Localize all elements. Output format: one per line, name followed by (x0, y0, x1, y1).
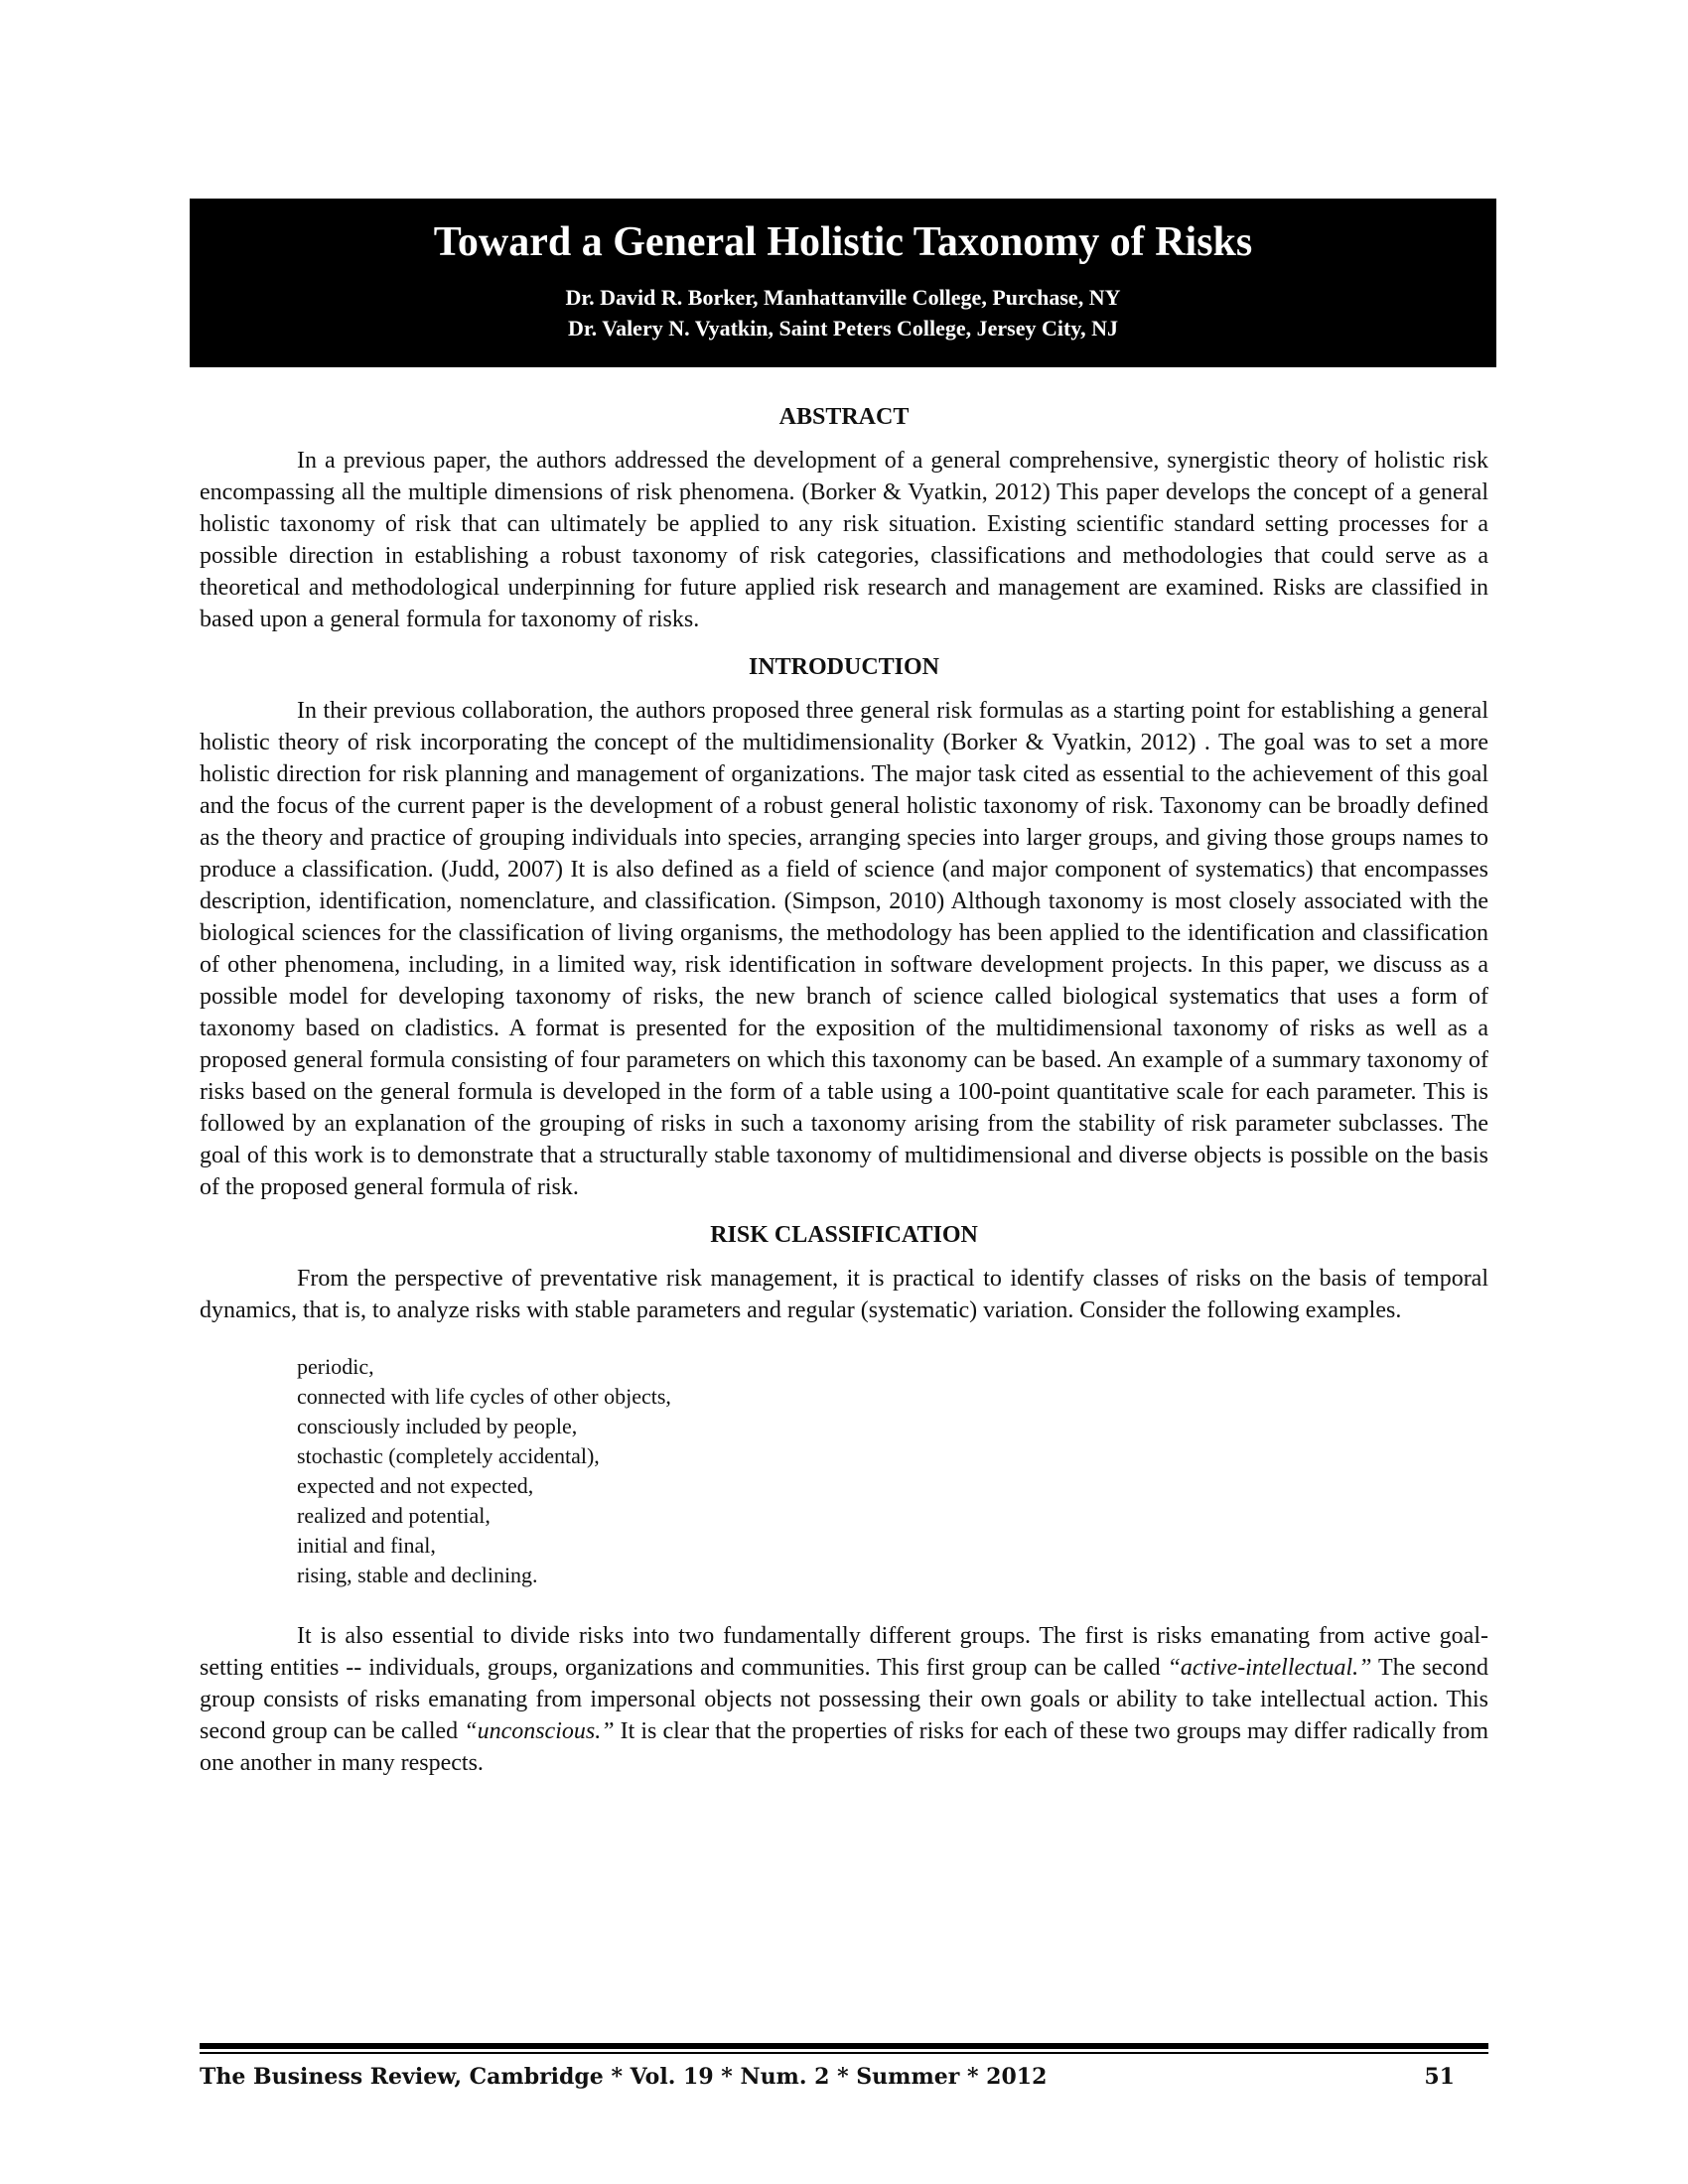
journal-citation: The Business Review, Cambridge * Vol. 19 * Num. 2 * Summer * 2012 (200, 2064, 1048, 2090)
term-active-intellectual: “active-intellectual.” (1167, 1655, 1372, 1681)
list-item: rising, stable and declining. (297, 1563, 538, 1587)
list-item: consciously included by people, (297, 1414, 578, 1438)
introduction-paragraph: In their previous collaboration, the authors proposed three general risk formulas as a starting point for establishing a general holistic theory of risk incorporating the concept of the multidimensionality (Borker & Vyatkin, 2012) . The goal was to set a more holistic direction for risk planning and management of organizations. The major task cited as essential to the achievement of this goal and the focus of the current paper is the development of a robust general holistic taxonomy of risk. Taxonomy can be broadly defined as the theory and practice of grouping individuals into species, arranging species into larger groups, and giving those groups names to produce a classification. (Judd, 2007) It is also defined as a field of science (and major component of systematics) that encompasses description, identification, nomenclature, and classification. (Simpson, 2010) Although taxonomy is most closely associated with the biological sciences for the classification of living organisms, the methodology has been applied to the identification and classification of other phenomena, including, in a limited way, risk identification in software development projects. In this paper, we discuss as a possible model for developing taxonomy of risks, the new branch of science called biological systematics that uses a form of taxonomy based on cladistics. A format is presented for the exposition of the multidimensional taxonomy of risks as well as a proposed general formula consisting of four parameters on which this taxonomy can be based. An example of a summary taxonomy of risks based on the general formula is developed in the form of a table using a 100-point quantitative scale for each parameter. This is followed by an explanation of the grouping of risks in such a taxonomy arising from the stability of risk parameter subclasses. The goal of this work is to demonstrate that a structurally stable taxonomy of multidimensional and diverse objects is possible on the basis of the proposed general formula of risk. (200, 698, 1488, 1200)
risk-classification-heading: RISK CLASSIFICATION (710, 1222, 978, 1248)
author-line: Dr. David R. Borker, Manhattanville College, Purchase, NY (565, 285, 1121, 310)
risk-groups-paragraph (200, 1620, 1488, 1779)
abstract-heading: ABSTRACT (778, 404, 910, 430)
paper-body (200, 401, 1488, 1779)
author-line: Dr. Valery N. Vyatkin, Saint Peters College, Jersey City, NJ (567, 316, 1119, 341)
term-unconscious: “unconscious.” (464, 1718, 615, 1744)
text-run: The second group consists of risks emanating from impersonal objects not possessing their own goals or ability to take intellectual action. This second group can be called (200, 1655, 1488, 1744)
paper-title: Toward a General Holistic Taxonomy of Risks (433, 219, 1253, 265)
list-item: stochastic (completely accidental), (297, 1443, 600, 1468)
list-item: realized and potential, (297, 1503, 491, 1528)
page-number: 51 (1424, 2064, 1455, 2090)
page-footer (200, 2059, 1488, 2095)
title-block (190, 199, 1496, 367)
abstract-paragraph: In a previous paper, the authors addressed the development of a general comprehensive, synergistic theory of holistic risk encompassing all the multiple dimensions of risk phenomena. (Borker & Vyatkin, 2012) This paper develops the concept of a general holistic taxonomy of risk that can ultimately be applied to any risk situation. Existing scientific standard setting processes for a possible direction in establishing a robust taxonomy of risk categories, classifications and methodologies that could serve as a theoretical and methodological underpinning for future applied risk research and management are examined. Risks are classified in based upon a general formula for taxonomy of risks. (200, 448, 1488, 632)
list-item: connected with life cycles of other objects, (297, 1384, 671, 1409)
list-item: initial and final, (297, 1533, 436, 1558)
author-list (190, 282, 1496, 343)
list-item: expected and not expected, (297, 1473, 534, 1498)
text-run: It is also essential to divide risks into two fundamentally different groups. The first is risks emanating from active goal-setting entities -- individuals, groups, organizations and communities. This first group can be called (200, 1623, 1488, 1681)
risk-examples-list (200, 1352, 1488, 1590)
footer-rule (200, 2052, 1488, 2054)
introduction-heading: INTRODUCTION (748, 654, 940, 680)
footer-rule (200, 2043, 1488, 2049)
text-run: It is clear that the properties of risks for each of these two groups may differ radically from one another in many respects. (200, 1718, 1488, 1776)
risk-classification-paragraph: From the perspective of preventative risk management, it is practical to identify classes of risks on the basis of temporal dynamics, that is, to analyze risks with stable parameters and regular (systematic) variation. Consider the following examples. (200, 1266, 1488, 1323)
list-item: periodic, (297, 1354, 374, 1379)
